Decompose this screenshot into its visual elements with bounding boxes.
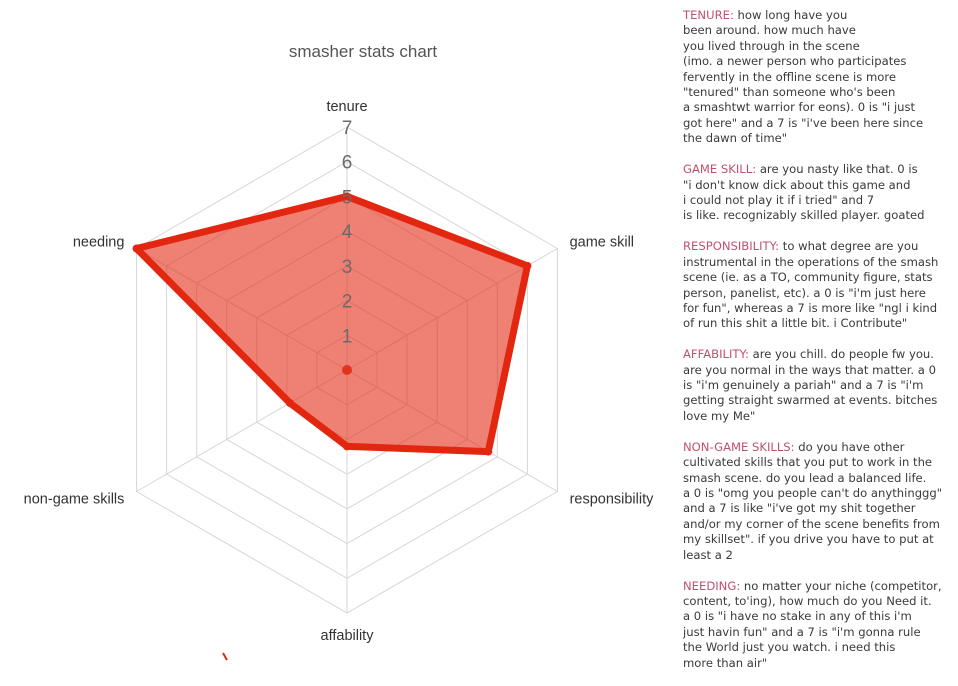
- note-block: NEEDING: no matter your niche (competitor, content, to'ing), how much do you Need it. a 0 is "i have no stake in any of this i'm just havin fun" and a 7 is "i'm gonna rule the World just you watch. i need this more than air": [683, 578, 942, 670]
- note-block: TENURE: how long have you been around. how much have you lived through in the scene (imo. a newer person who participates fervently in the offline scene is more "tenured" than someone who's been a smashtwt warrior for eons). 0 is "i just got here" and a 7 is "i've been here since the dawn of time": [683, 8, 924, 146]
- axis-label-responsibility: responsibility: [569, 491, 654, 508]
- axis-label-affability: affability: [320, 628, 374, 644]
- note-heading: AFFABILITY:: [683, 347, 749, 362]
- series-point: [343, 442, 351, 450]
- stat-descriptions: [683, 8, 951, 686]
- axis-label-tenure: tenure: [326, 99, 368, 115]
- note-heading: RESPONSIBILITY:: [683, 239, 780, 254]
- note-heading: TENURE:: [683, 8, 734, 22]
- note-block: NON-GAME SKILLS: do you have other cultivated skills that you put to work in the smash scene. do you lead a balanced life. a 0 is "omg you people can't do anythinggg" and a 7 is like "i've got my shit together and/or my corner of the scene benefits from my skillset". if you drive you have to put at least a 2: [683, 439, 943, 562]
- center-point: [342, 365, 352, 375]
- series-point: [286, 399, 294, 407]
- tick-label: 7: [341, 118, 353, 139]
- series-point: [484, 448, 492, 456]
- tick-label: 1: [341, 326, 353, 348]
- note-block: AFFABILITY: are you chill. do people fw you. are you normal in the ways that matter. a 0 is "i'm genuinely a pariah" and a 7 is "i'm getting straight swarmed at events. bitches love my Me": [683, 347, 938, 423]
- note-heading: NEEDING:: [683, 578, 741, 593]
- axis-label-non-game-skills: non-game skills: [23, 491, 125, 508]
- note-block: RESPONSIBILITY: to what degree are you instrumental in the operations of the smash scene (ie. as a TO, community figure, stats person, panelist, etc). a 0 is "i'm just here for fun", whereas a 7 is more like "ngl i kind of run this shit a little bit. i Contribute": [683, 239, 939, 331]
- stray-mark: [223, 653, 227, 660]
- tick-label: 3: [341, 256, 353, 278]
- note-block: GAME SKILL: are you nasty like that. 0 is "i don't know dick about this game and i could not play it if i tried" and 7 is like. recognizably skilled player. goated: [683, 162, 925, 223]
- series-point: [523, 262, 531, 270]
- axis-label-game-skill: game skill: [569, 234, 635, 251]
- radar-series: [133, 192, 532, 455]
- series-point: [133, 245, 141, 253]
- tick-label: 6: [341, 152, 353, 174]
- chart-title: smasher stats chart: [288, 42, 438, 61]
- axis-label-needing: needing: [72, 234, 125, 251]
- tick-label: 2: [341, 291, 353, 313]
- note-heading: NON-GAME SKILLS:: [683, 439, 795, 454]
- tick-label: 4: [341, 222, 353, 244]
- note-heading: GAME SKILL:: [683, 162, 757, 177]
- tick-label: 5: [341, 187, 353, 209]
